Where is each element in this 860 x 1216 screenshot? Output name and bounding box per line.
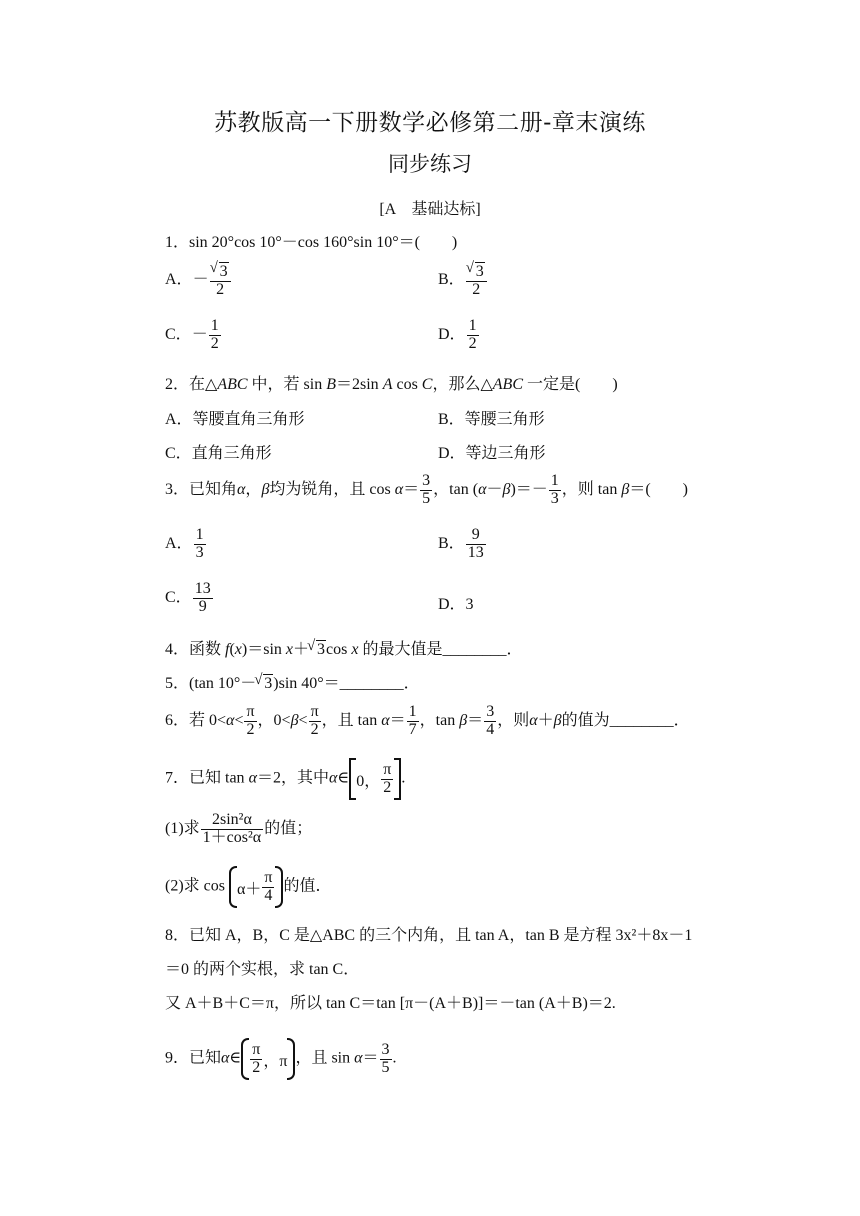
q2-option-a: A．等腰直角三角形 bbox=[165, 411, 305, 428]
q3-option-b: B． $\frac{9}{13}$ bbox=[438, 526, 484, 561]
question-1-stem: 1．sin 20°cos 10°－cos 160°sin 10°＝( ) bbox=[165, 234, 458, 251]
q3-option-a: A． $\frac{1}{3}$ bbox=[165, 526, 204, 561]
q2-option-d: D．等边三角形 bbox=[438, 445, 546, 462]
section-heading: [A 基础达标] bbox=[379, 201, 481, 218]
page-title: 苏教版高一下册数学必修第二册-章末演练 bbox=[214, 110, 646, 136]
q1-option-c: C．－ $\frac{1}{2}$ bbox=[165, 317, 219, 352]
q3-option-d: D．3 bbox=[438, 596, 474, 613]
q3-option-c: C． $\frac{13}{9}$ bbox=[165, 580, 211, 615]
q1-option-d: D． $\frac{1}{2}$ bbox=[438, 317, 477, 352]
q1-option-b: B． √ $\frac{3}{2}$ bbox=[438, 262, 488, 299]
question-3-stem: 3．已知角α，β均为锐角，且 cos α＝ $\frac{3}{5}$ ，tan (α－β)＝－ $\frac{1}{3}$ ，则 tan β＝( ) bbox=[165, 472, 688, 507]
question-2-stem: 2．在△ABC 中，若 sin B＝2sin A cos C，那么△ABC 一定是( ) bbox=[165, 376, 618, 393]
q1-option-a: A．－ √ $\frac{3}{2}$ bbox=[165, 262, 232, 299]
question-4-stem: 4．函数 f(x)＝sin x＋√ 3cos x 的最大值是________． bbox=[165, 636, 523, 659]
question-7-part-2: (2)求 cos α＋ $\frac{\pi}{4}$ 的值． bbox=[165, 866, 331, 908]
page-subtitle: 同步练习 bbox=[388, 152, 472, 176]
question-8-line-1: 8．已知 A，B，C 是△ABC 的三个内角，且 tan A，tan B 是方程 3x²＋8x－1 bbox=[165, 927, 693, 944]
question-7-part-1: (1)求 $\frac{\text{2sin²α}}{\text{1＋cos²α}}$ 的值； bbox=[165, 811, 313, 846]
question-6-stem: 6．若 0<α< $\frac{\pi}{2}$ ，0<β< $\frac{\pi}{2}$ ，且 tan α＝ $\frac{1}{7}$ ，tan β＝ $\frac{3}{4}$ ，则α＋β的值为________． bbox=[165, 703, 690, 738]
question-8-line-2: ＝0 的两个实根，求 tan C． bbox=[165, 961, 360, 978]
q2-option-c: C．直角三角形 bbox=[165, 445, 272, 462]
q2-option-b: B．等腰三角形 bbox=[438, 411, 545, 428]
question-7-stem: 7．已知 tan α＝2，其中α∈ 0， $\frac{\pi}{2}$ . bbox=[165, 758, 405, 800]
question-8-line-3: 又 A＋B＋C＝π，所以 tan C＝tan [π－(A＋B)]＝－tan (A＋B)＝2. bbox=[165, 995, 616, 1012]
question-9-stem: 9．已知α∈ $\frac{\pi}{2}$ ，π ，且 sin α＝ $\frac{3}{5}$ . bbox=[165, 1038, 397, 1080]
question-5-stem: 5．(tan 10°－√ 3)sin 40°＝________． bbox=[165, 670, 420, 693]
